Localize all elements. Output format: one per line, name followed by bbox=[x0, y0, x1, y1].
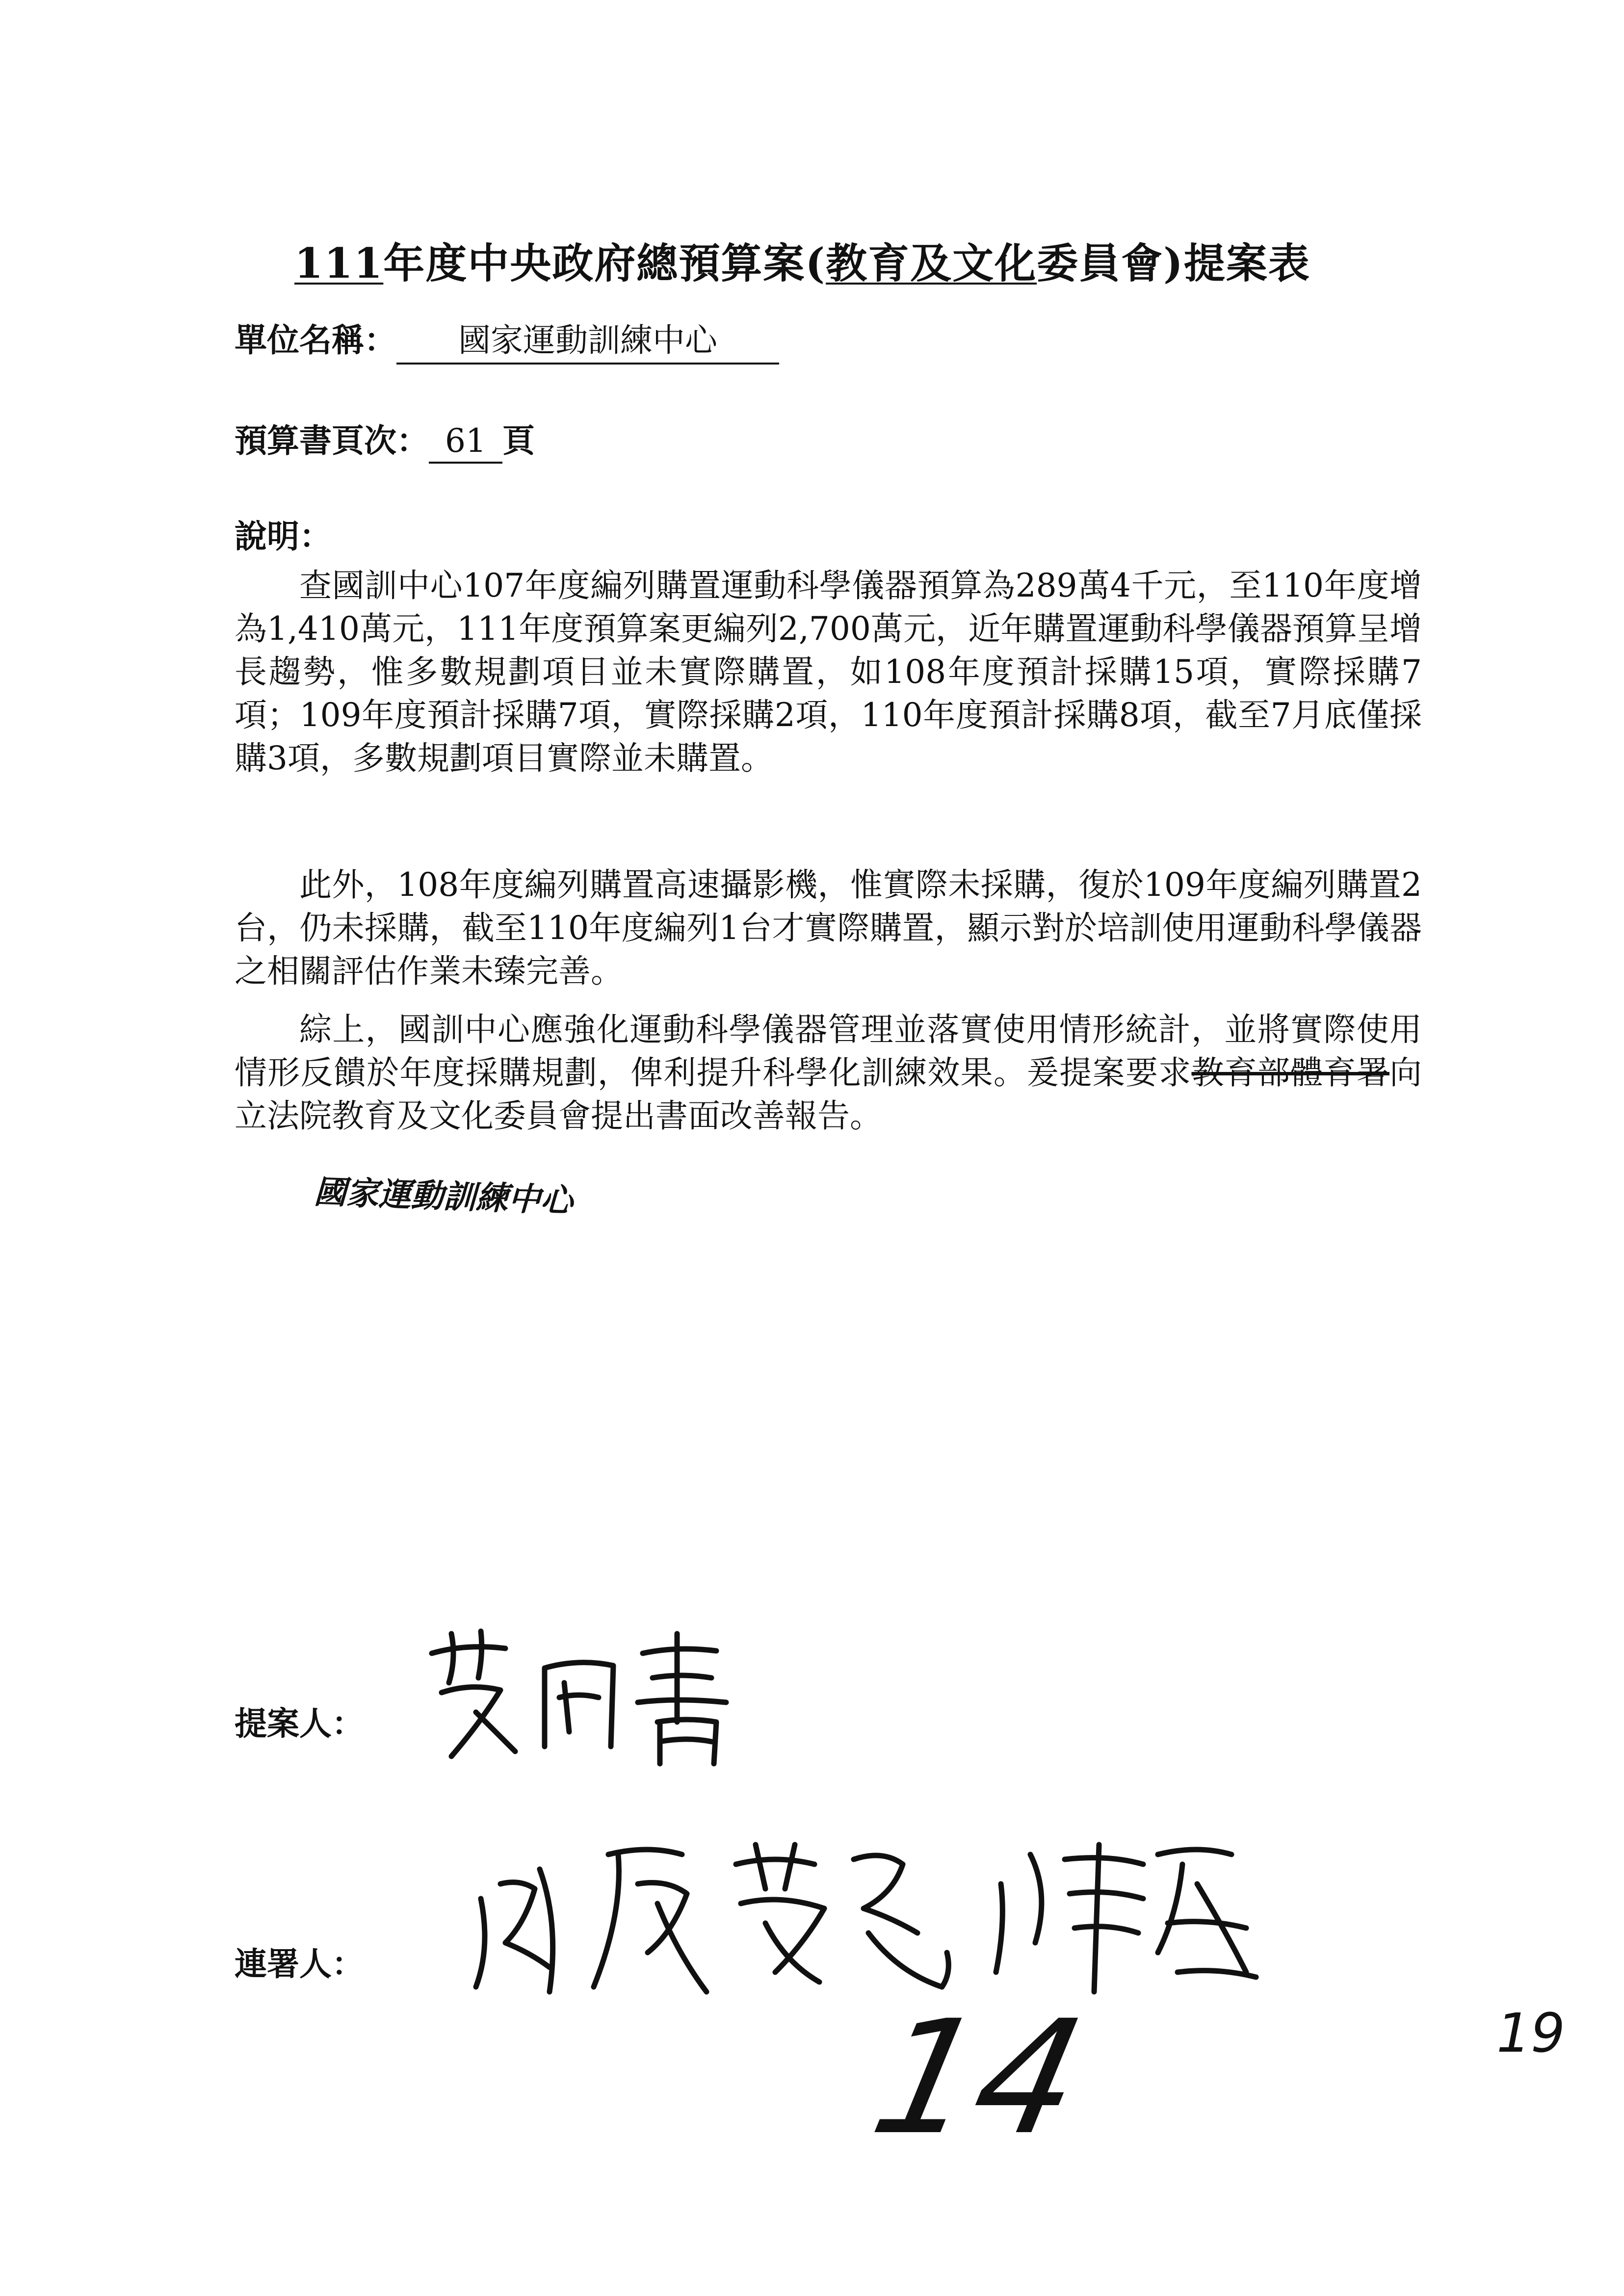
proposer-label: 提案人： bbox=[235, 1704, 364, 1743]
page-number: 19 bbox=[1496, 2002, 1565, 2064]
explanation-paragraph-2: 此外，108年度編列購置高速攝影機，惟實際未採購，復於109年度編列購置2台，仍未採購，截至110年度編列1台才實際購置，顯示對於培訓使用運動科學儀器之相關評估作業未臻完善。 bbox=[235, 866, 1422, 990]
budget-page-suffix: 頁 bbox=[502, 421, 535, 460]
cosigners-label: 連署人： bbox=[235, 1945, 364, 1983]
title-year: 111 bbox=[294, 239, 384, 287]
explanation-label: 說明： bbox=[235, 517, 332, 555]
explanation-paragraph-3 bbox=[235, 1008, 1422, 1138]
p3-struck-text: 教育部體育署 bbox=[1191, 1054, 1390, 1092]
proposer-signature bbox=[422, 1624, 765, 1771]
budget-page-value: 61 bbox=[429, 422, 502, 464]
unit-name-label: 單位名稱： bbox=[235, 321, 396, 359]
cosigner-signatures bbox=[461, 1825, 1266, 2011]
title-part2: 委員會)提案表 bbox=[1037, 239, 1310, 287]
p3-text-before: 綜上，國訓中心應強化運動科學儀器管理並落實使用情形統計，並將實際使用情形反饋於年度採購規劃，俾利提升科學化訓練效果。爰提案要求 bbox=[235, 1011, 1422, 1092]
handwritten-insertion: 國家運動訓練中心 bbox=[313, 1173, 574, 1220]
unit-name-row bbox=[235, 314, 779, 365]
unit-name-value: 國家運動訓練中心 bbox=[396, 314, 779, 365]
handwritten-number: 14 bbox=[859, 1987, 1098, 2169]
p3-text-after: 向立法院教育及文化委員會提出書面改善報告。 bbox=[235, 1054, 1422, 1135]
title-committee: 教育及文化 bbox=[826, 239, 1037, 287]
title-part1: 年度中央政府總預算案( bbox=[383, 239, 826, 287]
document-title bbox=[294, 231, 1472, 290]
budget-page-label: 預算書頁次： bbox=[235, 421, 429, 460]
budget-page-row bbox=[235, 415, 535, 464]
explanation-paragraph-1: 查國訓中心107年度編列購置運動科學儀器預算為289萬4千元，至110年度增為1,410萬元，111年度預算案更編列2,700萬元，近年購置運動科學儀器預算呈增長趨勢，惟多數規劃項目並未實際購置，如108年度預計採購15項，實際採購7項；109年度預計採購7項，實際採購2項，110年度預計採購8項，截至7月底僅採購3項，多數規劃項目實際並未購置。 bbox=[235, 567, 1422, 777]
